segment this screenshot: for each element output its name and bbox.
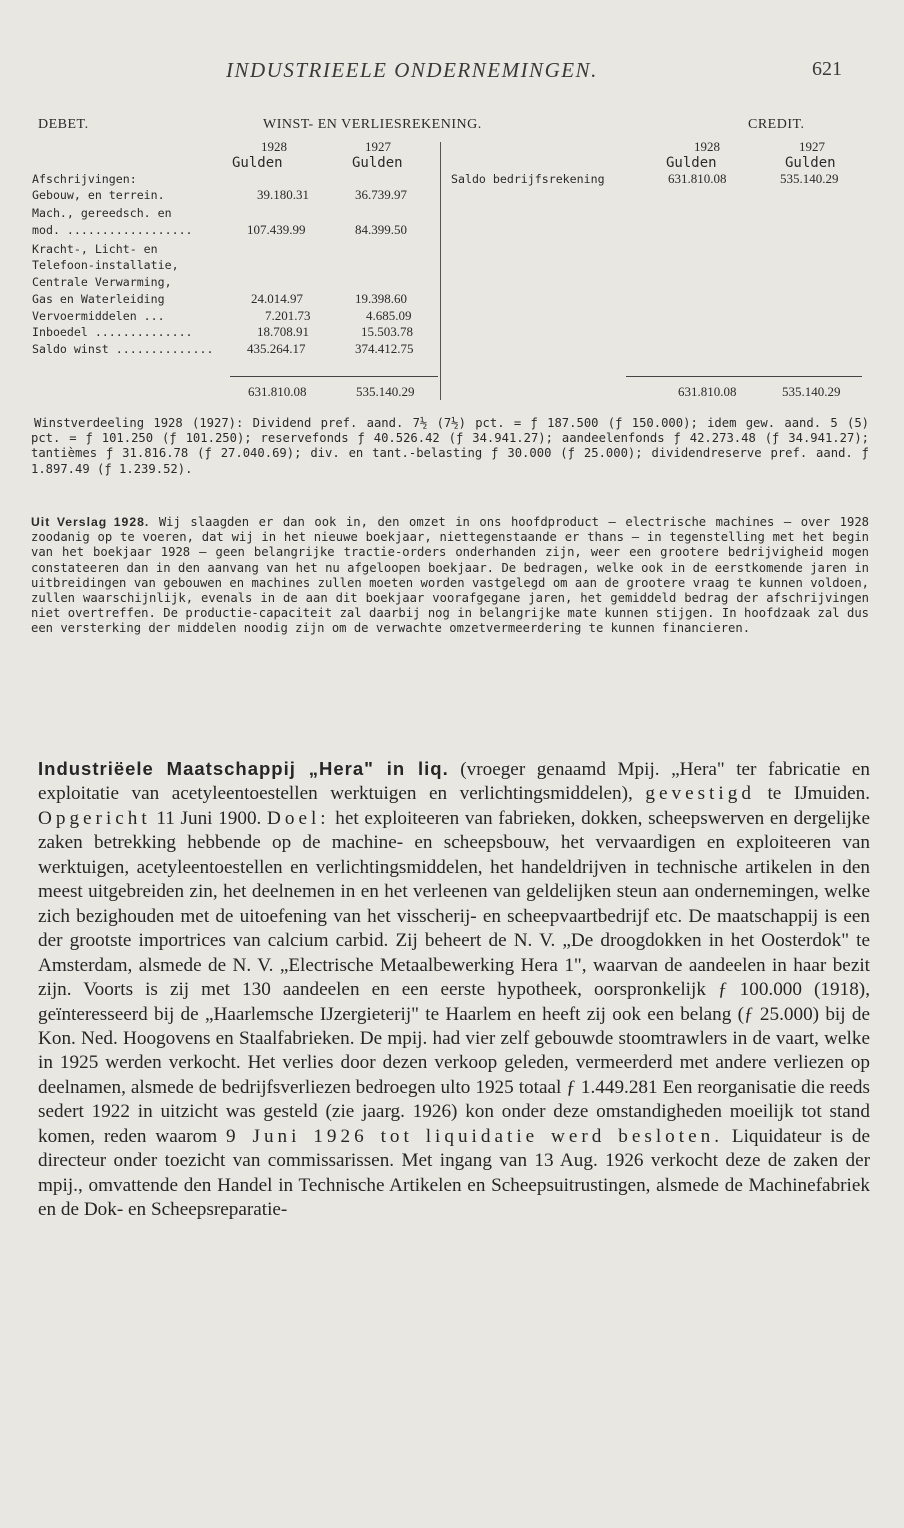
debit-label: DEBET. — [38, 117, 89, 132]
debit-value-1927: 36.739.97 — [355, 187, 407, 202]
debit-unit-1928: Gulden — [232, 155, 283, 171]
credit-year-1928: 1928 — [694, 139, 720, 154]
debit-value-1927: 15.503.78 — [361, 324, 413, 339]
debit-row-label: Gas en Waterleiding — [32, 292, 165, 306]
credit-value-1927: 535.140.29 — [780, 171, 839, 186]
debit-value-1928: 39.180.31 — [257, 187, 309, 202]
debit-value-1927: 4.685.09 — [366, 308, 412, 323]
credit-row-label: Saldo bedrijfsrekening — [451, 172, 605, 186]
company-name: Industriëele Maatschappij „Hera" in liq. — [38, 758, 449, 779]
debit-row-label: Centrale Verwarming, — [32, 275, 172, 289]
debit-value-1928: 18.708.91 — [257, 324, 309, 339]
keyword-founded: Opgericht — [38, 807, 151, 829]
debit-value-1928: 24.014.97 — [251, 291, 303, 306]
debit-row-label: Gebouw, en terrein. — [32, 188, 165, 202]
debit-value-1927: 19.398.60 — [355, 291, 407, 306]
company-text-1: (vroeger genaamd Mpij. „Hera" ter fabricatie en exploitatie van acetyleentoestellen werktuigen en verlichtingsmiddelen), — [38, 759, 870, 805]
debit-total-1928: 631.810.08 — [248, 384, 307, 399]
debit-row-label: Mach., gereedsch. en — [32, 206, 172, 220]
page-number: 621 — [812, 58, 842, 80]
debit-value-1927: 374.412.75 — [355, 341, 414, 356]
page-header — [0, 58, 904, 88]
debit-total-rule — [230, 376, 438, 377]
credit-label: CREDIT. — [748, 117, 805, 132]
column-divider — [440, 142, 441, 400]
company-description — [38, 757, 870, 1223]
account-heading: WINST- EN VERLIESREKENING. — [263, 117, 482, 132]
credit-total-1928: 631.810.08 — [678, 384, 737, 399]
debit-value-1928: 107.439.99 — [247, 222, 306, 237]
debit-year-1927: 1927 — [365, 139, 391, 154]
keyword-liquidation-date: 9 Juni 1926 tot liquidatie werd besloten. — [226, 1125, 723, 1147]
keyword-purpose: Doel: — [267, 807, 330, 829]
keyword-established: gevestigd — [645, 783, 755, 805]
debit-value-1928: 435.264.17 — [247, 341, 306, 356]
company-text-2: te IJmuiden. — [767, 783, 871, 805]
debit-value-1927: 84.399.50 — [355, 222, 407, 237]
company-text-5: Liquidateur is de directeur onder toezicht van commissarissen. Met ingang van 13 Aug. 1926 verkocht deze de zaken der mpij., omvattende den Handel in Technische Artikelen en Scheepsuitrustingen, alsmede de Machinefabriek en de Dok- en Scheepsreparatie- — [38, 1125, 871, 1221]
debit-value-1928: 7.201.73 — [265, 308, 311, 323]
company-text-4: het exploiteeren van fabrieken, dokken, scheepswerven en dergelijke zaken betrekking hebbende op de machine- en scheepsbouw, het vervaardigen en exploiteeren van werktuigen, acetyleentoestellen en verlichtingsmiddelen, het handeldrijven in technische artikelen in den meest uitgebreiden zin, het deelnemen in en het verleenen van geldelijken steun aan ondernemingen, welke zich bezighouden met de uitoefening van het visscherij- en scheepvaartbedrijf etc. De maatschappij is een der grootste importrices van calcium carbid. Zij beheert de N. V. „De droogdokken in het Oosterdok" te Amsterdam, alsmede de N. V. „Electrische Metaalbewerking Hera 1", waarvan de aandeelen in haar bezit zijn. Voorts is zij met 130 aandeelen en een eerste hypotheek, oorspronkelijk ƒ 100.000 (1918), geïnteresseerd bij de „Haarlemsche IJzergieterij" te Haarlem en heeft zij ook een belang (ƒ 25.000) bij de Kon. Ned. Hoogovens en Staalfabrieken. De mpij. had vier zelf gebouwde stoomtrawlers in de vaart, welke in 1925 werden verkocht. Het verlies door dezen verkoop geleden, vermeerderd met andere verliezen op deelnamen, alsmede de bedrijfsverliezen bedroegen ulto 1925 totaal ƒ 1.449.281 Een reorganisatie die reeds sedert 1922 in uitzicht was gesteld (zie jaarg. 1926) kon onder deze omstandigheden moeilijk tot stand komen, reden waarom — [38, 807, 870, 1147]
debit-unit-1927: Gulden — [352, 155, 403, 171]
debit-row-label: Kracht-, Licht- en — [32, 242, 158, 256]
debit-row-label: mod. .................. — [32, 223, 193, 237]
debit-row-label: Saldo winst .............. — [32, 342, 214, 356]
credit-unit-1928: Gulden — [666, 155, 717, 171]
report-text: Wij slaagden er dan ook in, den omzet in ons hoofdproduct — electrische machines — over 1928 zoodanig op te voeren, dat wij in het nieuwe boekjaar, niettegenstaande er thans — in tegenstelling met het begin van het boekjaar 1928 — geen belangrijke tractie-orders onderhanden zijn, weer een grootere bedrijvigheid mogen constateeren dan in den aanvang van het nu afgeloopen boekjaar. De bedragen, welke ook in de eerstkomende jaren in uitbreidingen van gebouwen en machines zullen moeten worden vastgelegd om aan de grootere vraag te kunnen voldoen, zullen waarschijnlijk, evenals in de aan dit boekjaar voorafgegane jaren, het gemiddeld bedrag der afschrijvingen niet overtreffen. De productie-capaciteit zal daarbij nog in belangrijke mate kunnen stijgen. In hoofdzaak zal dus een versterking der middelen noodig zijn om de verwachte omzetvermeerdering te kunnen financieren. — [31, 515, 869, 636]
running-title: INDUSTRIEELE ONDERNEMINGEN. — [226, 58, 598, 82]
credit-total-1927: 535.140.29 — [782, 384, 841, 399]
credit-total-rule — [626, 376, 862, 377]
annual-report-excerpt — [31, 515, 869, 637]
debit-row-label: Vervoermiddelen ... — [32, 309, 165, 323]
profit-distribution: Winstverdeeling 1928 (1927): Dividend pref. aand. 7½ (7½) pct. = ƒ 187.500 (ƒ 150.000); idem gew. aand. 5 (5) pct. = ƒ 101.250 (ƒ 101.250); reservefonds ƒ 40.526.42 (ƒ 34.941.27); aandeelenfonds ƒ 42.273.48 (ƒ 34.941.27); tantièmes ƒ 31.816.78 (ƒ 27.040.69); div. en tant.-belasting ƒ 30.000 (ƒ 25.000); dividendreserve pref. aand. ƒ 1.897.49 (ƒ 1.239.52). — [31, 416, 869, 476]
debit-year-1928: 1928 — [261, 139, 287, 154]
debit-row-label: Inboedel .............. — [32, 325, 193, 339]
report-lead: Uit Verslag 1928. — [31, 515, 150, 529]
credit-value-1928: 631.810.08 — [668, 171, 727, 186]
debit-row-label: Telefoon-installatie, — [32, 258, 179, 272]
debit-total-1927: 535.140.29 — [356, 384, 415, 399]
company-text-3: 11 Juni 1900. — [156, 807, 262, 829]
debit-row-label: Afschrijvingen: — [32, 172, 137, 186]
credit-year-1927: 1927 — [799, 139, 825, 154]
credit-unit-1927: Gulden — [785, 155, 836, 171]
